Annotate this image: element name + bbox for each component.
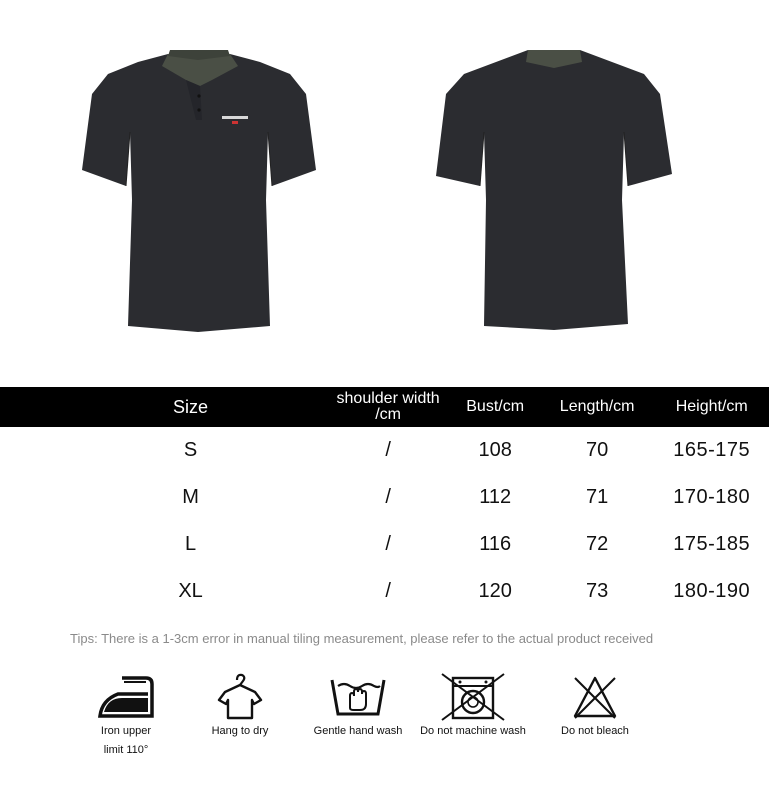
care-label-line1: Do not bleach bbox=[561, 725, 629, 737]
cell-shoulder: / bbox=[385, 580, 391, 602]
care-item-hang-dry bbox=[200, 672, 280, 741]
cell-shoulder: / bbox=[385, 486, 391, 508]
table-row bbox=[0, 521, 769, 568]
cell-length: 70 bbox=[586, 439, 609, 461]
product-photos bbox=[0, 0, 769, 380]
header-shoulder-line1: shoulder width bbox=[336, 390, 440, 407]
hand-wash-icon bbox=[328, 672, 388, 722]
cell-shoulder: / bbox=[385, 533, 391, 555]
cell-shoulder: / bbox=[385, 439, 391, 461]
care-item-iron bbox=[88, 672, 164, 760]
header-bust: Bust/cm bbox=[466, 398, 525, 415]
cell-bust: 116 bbox=[479, 533, 512, 555]
tips-note: Tips: There is a 1-3cm error in manual tiling measurement, please refer to the actual product received bbox=[70, 631, 654, 646]
size-chart-header-row bbox=[0, 387, 769, 427]
header-length: Length/cm bbox=[559, 398, 635, 415]
cell-bust: 112 bbox=[479, 486, 512, 508]
no-machine-wash-icon bbox=[438, 672, 508, 722]
cell-size: M bbox=[182, 486, 199, 508]
no-bleach-icon bbox=[570, 672, 620, 722]
care-label-line1: Hang to dry bbox=[211, 725, 269, 737]
cell-size: S bbox=[183, 439, 198, 461]
cell-height: 175-185 bbox=[673, 533, 751, 555]
care-label-line1: Gentle hand wash bbox=[313, 725, 403, 737]
care-item-no-bleach bbox=[545, 672, 645, 741]
shirt-back-image bbox=[432, 40, 676, 336]
hanger-shirt-icon bbox=[215, 672, 265, 722]
care-label-line1: Do not machine wash bbox=[420, 725, 526, 737]
cell-length: 72 bbox=[586, 533, 609, 555]
header-shoulder-width bbox=[326, 387, 451, 427]
cell-height: 180-190 bbox=[673, 580, 751, 602]
care-item-no-machine-wash bbox=[413, 672, 533, 741]
table-row bbox=[0, 427, 769, 474]
care-label-line1: Iron upper bbox=[100, 725, 152, 737]
cell-length: 71 bbox=[586, 486, 609, 508]
cell-height: 165-175 bbox=[673, 439, 751, 461]
cell-height: 170-180 bbox=[673, 486, 751, 508]
cell-length: 73 bbox=[586, 580, 609, 602]
size-chart-table bbox=[0, 387, 769, 615]
header-size: Size bbox=[173, 396, 209, 417]
table-row bbox=[0, 568, 769, 615]
cell-size: XL bbox=[178, 580, 203, 602]
cell-bust: 108 bbox=[478, 439, 512, 461]
table-row bbox=[0, 474, 769, 521]
care-item-hand-wash bbox=[308, 672, 408, 741]
header-shoulder-line2: /cm bbox=[375, 406, 401, 423]
cell-bust: 120 bbox=[478, 580, 512, 602]
header-height: Height/cm bbox=[675, 398, 748, 415]
shirt-front-image bbox=[78, 40, 322, 336]
iron-icon bbox=[96, 672, 156, 722]
cell-size: L bbox=[185, 533, 197, 555]
care-label-line2: limit 110° bbox=[103, 744, 149, 756]
